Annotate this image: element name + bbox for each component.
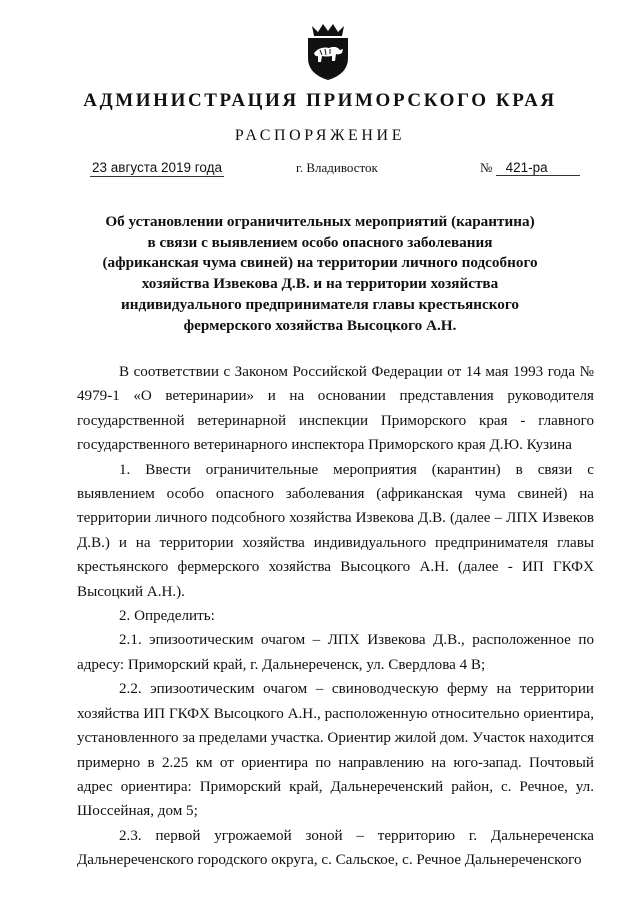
number-sign: №: [480, 160, 493, 175]
item-2-paragraph: 2. Определить:: [119, 608, 215, 625]
document-title: Об установлении ограничительных мероприятий (карантина) в связи с выявлением особо опасного заболевания (африканская чума свиней) на территории личного подсобного хозяйства Извекова Д.В. и на территории хозяйства индивидуального предпринимателя главы крестьянского фермерского хозяйства Высоцкого А.Н.: [102, 213, 538, 334]
document-number: 421-ра: [496, 160, 580, 176]
item-2-3-paragraph: 2.3. первой угрожаемой зоной – территорию г. Дальнереченска Дальнереченского городского округа, с. Сальское, с. Речное Дальнереченского: [77, 827, 594, 869]
organization-name: АДМИНИСТРАЦИЯ ПРИМОРСКОГО КРАЯ: [83, 90, 557, 111]
document-city: г. Владивосток: [296, 160, 378, 175]
document-body: [77, 360, 594, 873]
document-type: РАСПОРЯЖЕНИЕ: [234, 127, 406, 144]
document-number-field: [480, 160, 580, 176]
coat-of-arms-icon: [302, 20, 354, 82]
document-date: 23 августа 2019 года: [92, 160, 223, 175]
item-1-paragraph: 1. Ввести ограничительные мероприятия (карантин) в связи с выявлением особо опасного заболевания (африканская чума свиней) на территории личного подсобного хозяйства Извекова Д.В. (далее – ЛПХ Извеков Д.В.) и на территории хозяйства индивидуального предпринимателя главы крестьянского фермерского хозяйства Высоцкого А.Н. (далее - ИП ГКФХ Высоцкий А.Н.).: [77, 461, 594, 600]
item-2-1-paragraph: 2.1. эпизоотическим очагом – ЛПХ Извекова Д.В., расположенное по адресу: Приморский край, г. Дальнереченск, ул. Свердлова 4 В;: [77, 632, 594, 673]
preamble-paragraph: В соответствии с Законом Российской Федерации от 14 мая 1993 года № 4979-1 «О ветеринарии» и на основании представления руководителя государственной ветеринарной инспекции Приморского края - главного государственного ветеринарного инспектора Приморского края Д.Ю. Кузина: [77, 364, 594, 454]
item-2-2-paragraph: 2.2. эпизоотическим очагом – свиноводческую ферму на территории хозяйства ИП ГКФХ Высоцкого А.Н., расположенную относительно ориентира, установленного за пределами участка. Ориентир жилой дом. Участок находится примерно в 2.25 км от ориентира по направлению на юго-запад. Почтовый адрес ориентира: Приморский край, Дальнереченский район, с. Речное, ул. Шоссейная, дом 5;: [77, 681, 594, 820]
